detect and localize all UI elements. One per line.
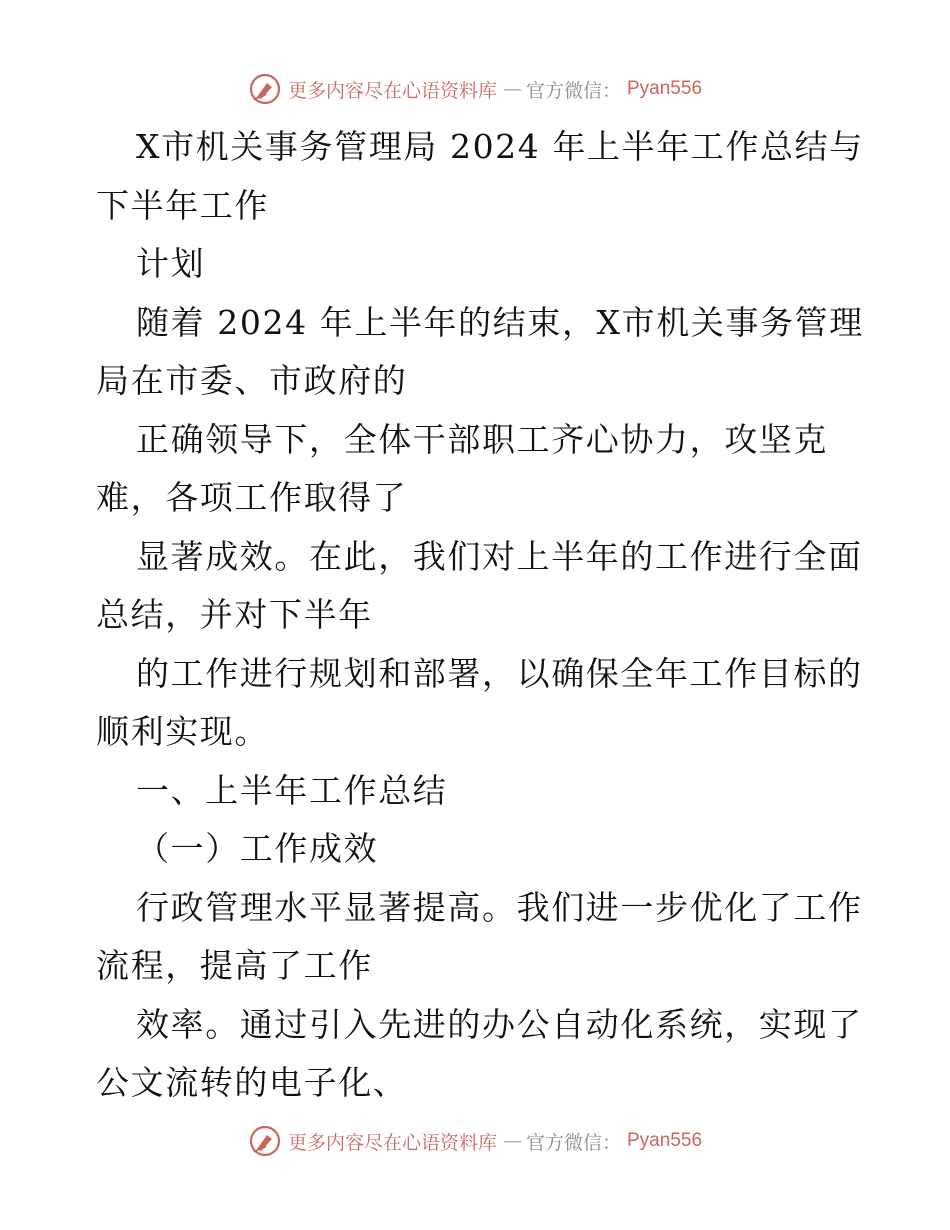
doc-line: 顺利实现。 bbox=[96, 712, 269, 751]
doc-line: 公文流转的电子化、 bbox=[96, 1063, 408, 1102]
doc-line: 的工作进行规划和部署，以确保全年工作目标的 bbox=[136, 653, 863, 693]
doc-line: 效率。通过引入先进的办公自动化系统，实现了 bbox=[136, 1004, 863, 1044]
doc-title-line-3: 计划 bbox=[136, 244, 206, 283]
pen-nib-circle-icon bbox=[248, 72, 282, 106]
document-body bbox=[96, 118, 864, 1113]
doc-line: 难，各项工作取得了 bbox=[96, 478, 408, 517]
doc-line: 局在市委、市政府的 bbox=[96, 361, 408, 400]
doc-title-line-2: 下半年工作 bbox=[96, 185, 269, 225]
watermark-dash: — bbox=[502, 78, 520, 100]
doc-line: 流程，提高了工作 bbox=[96, 946, 373, 985]
doc-line: 正确领导下，全体干部职工齐心协力，攻坚克 bbox=[136, 419, 828, 459]
watermark-contact: 官方微信： bbox=[525, 79, 621, 102]
doc-line: 行政管理水平显著提高。我们进一步优化了工作 bbox=[136, 887, 863, 927]
watermark-id: Pyan556 bbox=[627, 78, 703, 99]
section-heading: 一、上半年工作总结 bbox=[136, 770, 448, 810]
watermark-text: 更多内容尽在心语资料库 bbox=[287, 79, 497, 102]
subsection-heading: （一）工作成效 bbox=[136, 829, 379, 868]
doc-line: 总结，并对下半年 bbox=[96, 595, 373, 634]
doc-line: 显著成效。在此，我们对上半年的工作进行全面 bbox=[136, 536, 863, 576]
watermark-contact: 官方微信： bbox=[525, 1131, 621, 1154]
pen-nib-circle-icon bbox=[248, 1124, 282, 1158]
watermark-text: 更多内容尽在心语资料库 bbox=[287, 1131, 497, 1154]
footer-watermark bbox=[0, 1124, 950, 1158]
header-watermark bbox=[0, 72, 950, 106]
doc-line: 随着 2024 年上半年的结束，X市机关事务管理 bbox=[136, 302, 864, 342]
doc-title-line-1: X市机关事务管理局 2024 年上半年工作总结与 bbox=[136, 127, 864, 166]
watermark-id: Pyan556 bbox=[627, 1130, 703, 1151]
watermark-dash: — bbox=[502, 1130, 520, 1152]
